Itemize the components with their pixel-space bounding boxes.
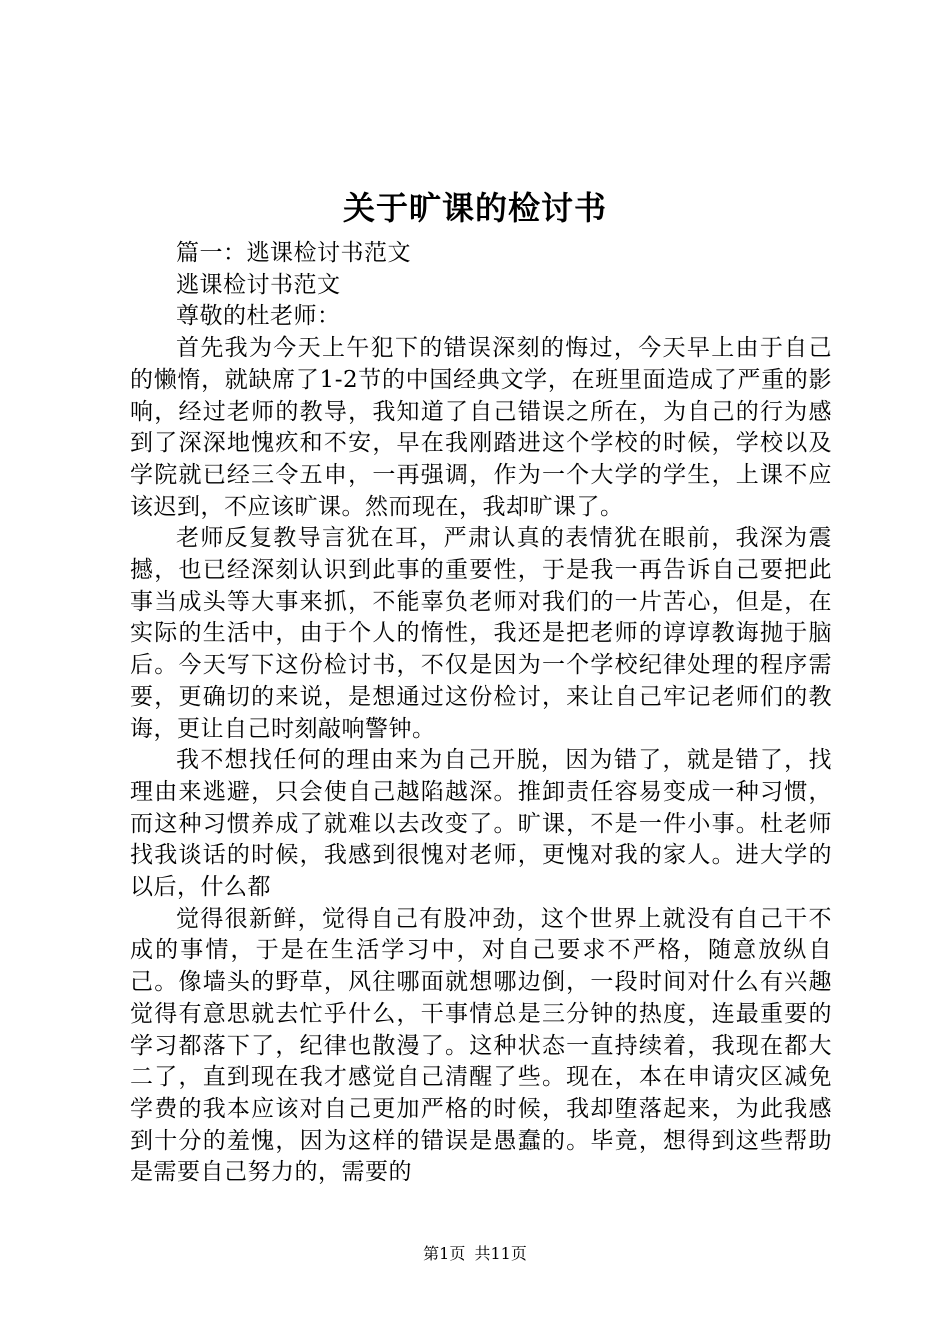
page-total: 共11页 bbox=[474, 1244, 527, 1263]
document-body bbox=[130, 238, 832, 1189]
page-footer bbox=[0, 1243, 950, 1265]
body-paragraph: 觉得很新鲜，觉得自己有股冲劲，这个世界上就没有自己干不成的事情，于是在生活学习中，对自己要求不严格，随意放纵自己。像墙头的野草，风往哪面就想哪边倒，一段时间对什么有兴趣觉得有意思就去忙乎什么，干事情总是三分钟的热度，连最重要的学习都落下了，纪律也散漫了。这种状态一直持续着，我现在都大二了，直到现在我才感觉自己清醒了些。现在，本在申请灾区减免学费的我本应该对自己更加严格的时候，我却堕落起来，为此我感到十分的羞愧，因为这样的错误是愚蠢的。毕竟，想得到这些帮助是需要自己努力的，需要的 bbox=[130, 905, 832, 1186]
salutation: 尊敬的杜老师： bbox=[176, 303, 341, 330]
body-paragraph: 老师反复教导言犹在耳，严肃认真的表情犹在眼前，我深为震撼，也已经深刻认识到此事的重要性，于是我一再告诉自己要把此事当成头等大事来抓，不能辜负老师对我们的一片苦心，但是，在实际的生活中，由于个人的惰性，我还是把老师的谆谆教诲抛于脑后。今天写下这份检讨书，不仅是因为一个学校纪律处理的程序需要，更确切的来说，是想通过这份检讨，来让自己牢记老师们的教诲，更让自己时刻敲响警钟。 bbox=[130, 525, 832, 742]
subtitle: 逃课检讨书范文 bbox=[176, 271, 341, 298]
page-number: 第1页 bbox=[423, 1244, 466, 1263]
document-title: 关于旷课的检讨书 bbox=[342, 189, 607, 227]
section-heading: 篇一：逃课检讨书范文 bbox=[176, 240, 411, 266]
body-paragraph: 我不想找任何的理由来为自己开脱，因为错了，就是错了，找理由来逃避，只会使自己越陷越深。推卸责任容易变成一种习惯，而这种习惯养成了就难以去改变了。旷课，不是一件小事。杜老师找我谈话的时候，我感到很愧对老师，更愧对我的家人。进大学的以后，什么都 bbox=[130, 747, 832, 901]
body-paragraph: 首先我为今天上午犯下的错误深刻的悔过，今天早上由于自己的懒惰，就缺席了1-2节的中国经典文学，在班里面造成了严重的影响，经过老师的教导，我知道了自己错误之所在，为自己的行为感到了深深地愧疚和不安，早在我刚踏进这个学校的时候，学校以及学院就已经三令五申，一再强调，作为一个大学的学生，上课不应该迟到，不应该旷课。然而现在，我却旷课了。 bbox=[130, 335, 832, 520]
